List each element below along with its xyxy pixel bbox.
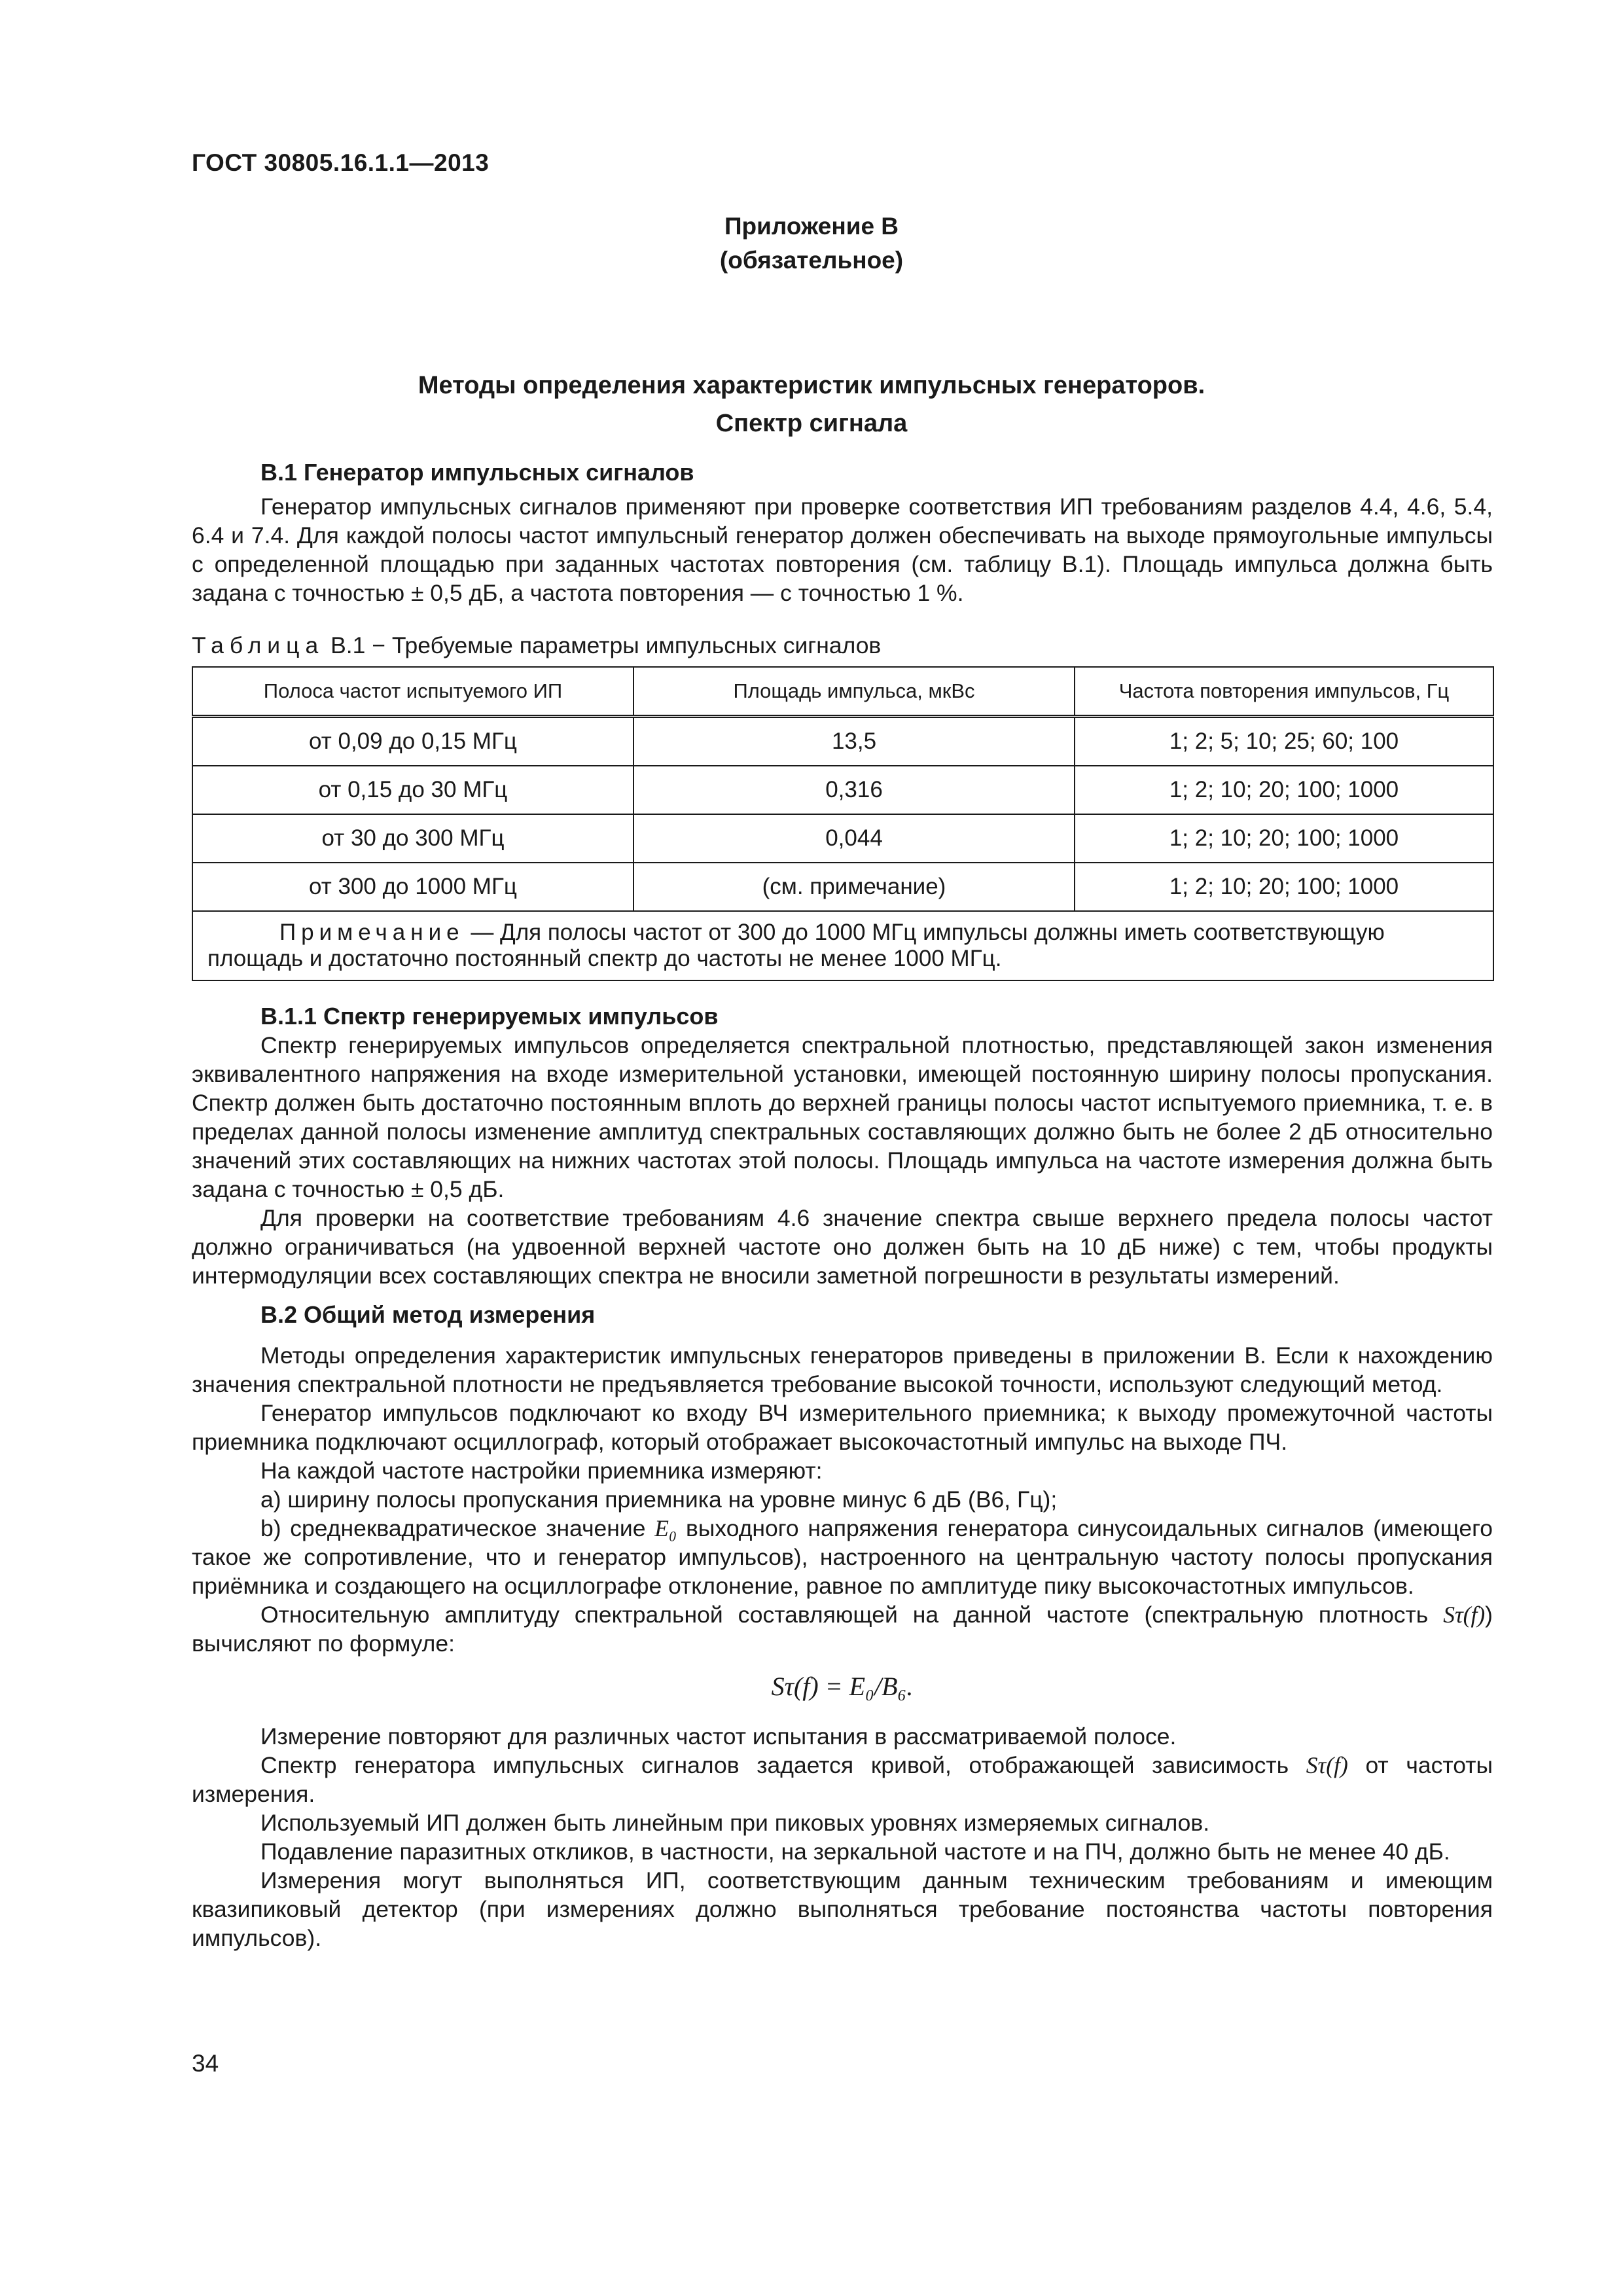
document-header: ГОСТ 30805.16.1.1—2013 [192, 149, 490, 176]
page-number: 34 [192, 2050, 219, 2077]
table-cell: 1; 2; 10; 20; 100; 1000 [1075, 814, 1493, 863]
appendix-kind: (обязательное) [719, 247, 904, 274]
table-header-row [192, 667, 1493, 717]
table-row [192, 863, 1493, 911]
table-row [192, 717, 1493, 766]
section-b1-paragraph: Генератор импульсных сигналов применяют при проверке соответствия ИП требованиям разделов 4.4, 4.6, 5.4, 6.4 и 7.4. Для каждой полосы частот импульсный генератор должен обеспечивать на выходе прямоугольные импульсы с определенной площадью при заданных частотах повторения (см. таблицу В.1). Площадь импульса должна быть задана с точностью ± 0,5 дБ, а частота повторения — с точностью 1 %. [192, 493, 1493, 606]
table-header-cell: Площадь импульса, мкВс [633, 667, 1075, 717]
section-b2-paragraph-11: Измерения могут выполняться ИП, соответствующим данным техническим требованиям и имеющим квазипиковый детектор (при измерениях должно выполняться требование постоянства частоты повторения импульсов). [192, 1867, 1493, 1951]
table-row [192, 766, 1493, 814]
table-cell: 1; 2; 5; 10; 25; 60; 100 [1075, 717, 1493, 766]
appendix-heading [0, 209, 1623, 278]
section-heading-b1: В.1 Генератор импульсных сигналов [260, 459, 694, 486]
symbol-spectral-density: Sτ(f) [1443, 1602, 1486, 1628]
paragraph-6-text-2: ) вычисляют по формуле: [192, 1602, 1493, 1657]
table-caption [192, 631, 1493, 660]
table-note [192, 911, 1493, 980]
section-b2-paragraph-9: Используемый ИП должен быть линейным при пиковых уровнях измеряемых сигналов. [260, 1810, 1210, 1836]
table-header-cell: Полоса частот испытуемого ИП [192, 667, 633, 717]
section-b11-paragraph-1: Спектр генерируемых импульсов определяется спектральной плотностью, представляющей закон изменения эквивалентного напряжения на входе измерительной установки, имеющей постоянную ширину полосы пропускания. Спектр должен быть достаточно постоянным вплоть до верхней границы полосы частот испытуемого приемника, т. е. в пределах данной полосы изменение амплитуд спектральных составляющих должно быть не более 2 дБ относительно значений этих составляющих на нижних частотах этой полосы. Площадь импульса на частоте измерения должна быть задана с точностью ± 0,5 дБ. [192, 1032, 1493, 1202]
section-b2-paragraph-3: На каждой частоте настройки приемника измеряют: [260, 1458, 823, 1484]
list-item-b-text-2: выходного напряжения генератора синусоидальных сигналов (имеющего такое же сопротивление, что и генератор импульсов), настроенного на центральную частоту полосы пропускания приёмника и создающего на осциллографе отклонение, равное по амплитуде пику высокочастотных импульсов. [192, 1515, 1493, 1599]
section-b2-paragraph-6 [192, 1600, 1493, 1658]
appendix-title [0, 367, 1623, 442]
table-cell: от 0,09 до 0,15 МГц [192, 717, 633, 766]
list-item-a: a) ширину полосы пропускания приемника на уровне минус 6 дБ (В6, Гц); [260, 1486, 1058, 1513]
section-b2 [192, 1300, 1493, 1952]
table-cell: 1; 2; 10; 20; 100; 1000 [1075, 863, 1493, 911]
paragraph-8-text-2: от частоты измерения. [192, 1752, 1493, 1807]
list-item-b [192, 1514, 1493, 1600]
symbol-spectral-density: Sτ(f) [1306, 1752, 1348, 1778]
table-row [192, 814, 1493, 863]
table-cell: от 300 до 1000 МГц [192, 863, 633, 911]
section-heading-b11: В.1.1 Спектр генерируемых импульсов [260, 1003, 719, 1030]
pulse-parameters-table [192, 666, 1494, 981]
section-b2-paragraph-2: Генератор импульсов подключают ко входу ВЧ измерительного приемника; к выходу промежуточной частоты приемника подключают осциллограф, который отображает высокочастотный импульс на выходе ПЧ. [192, 1400, 1493, 1455]
section-b2-paragraph-8 [192, 1751, 1493, 1808]
symbol-e0: E₀ [654, 1515, 677, 1541]
table-cell: от 0,15 до 30 МГц [192, 766, 633, 814]
table-cell: 1; 2; 10; 20; 100; 1000 [1075, 766, 1493, 814]
table-header-cell: Частота повторения импульсов, Гц [1075, 667, 1493, 717]
paragraph-8-text-1: Спектр генератора импульсных сигналов задается кривой, отображающей зависимость [260, 1752, 1306, 1778]
section-b11 [192, 1002, 1493, 1290]
table-cell: от 30 до 300 МГц [192, 814, 633, 863]
table-caption-text: В.1 − Требуемые параметры импульсных сигналов [330, 632, 882, 658]
note-text: — Для полосы частот от 300 до 1000 МГц импульсы должны иметь соответствующую площадь и достаточно постоянный спектр до частоты не менее 1000 МГц. [207, 920, 1385, 971]
table-caption-label: Таблица [192, 632, 325, 658]
section-heading-b2: В.2 Общий метод измерения [260, 1301, 596, 1328]
section-b2-paragraph-7: Измерение повторяют для различных частот испытания в рассматриваемой полосе. [260, 1723, 1177, 1749]
list-item-b-text-1: b) среднеквадратическое значение [260, 1515, 655, 1541]
section-b2-paragraph-1: Методы определения характеристик импульсных генераторов приведены в приложении В. Если к нахождению значения спектральной плотности не предъявляется требование высокой точности, используют следующий метод. [192, 1342, 1493, 1397]
table-cell: 0,316 [633, 766, 1075, 814]
table-cell: 0,044 [633, 814, 1075, 863]
section-b2-paragraph-10: Подавление паразитных откликов, в частности, на зеркальной частоте и на ПЧ, должно быть не менее 40 дБ. [260, 1839, 1450, 1865]
table-cell: (см. примечание) [633, 863, 1075, 911]
note-label: Примечание [279, 920, 465, 945]
section-b11-paragraph-2: Для проверки на соответствие требованиям 4.6 значение спектра свыше верхнего предела полосы частот должно ограничиваться (на удвоенной верхней частоте оно должен быть на 10 дБ ниже) с тем, чтобы продукты интермодуляции всех составляющих спектра не вносили заметной погрешности в результаты измерений. [192, 1205, 1493, 1289]
table-cell: 13,5 [633, 717, 1075, 766]
table-note-row [192, 911, 1493, 980]
paragraph-6-text-1: Относительную амплитуду спектральной составляющей на данной частоте (спектральную плотность [260, 1602, 1444, 1628]
title-line-2: Спектр сигнала [715, 410, 908, 437]
page-content [192, 458, 1493, 1952]
spectral-density-formula: Sτ(f) = E₀/B₆. [771, 1672, 914, 1701]
appendix-label: Приложение В [724, 213, 899, 240]
title-line-1: Методы определения характеристик импульсных генераторов. [418, 372, 1205, 399]
